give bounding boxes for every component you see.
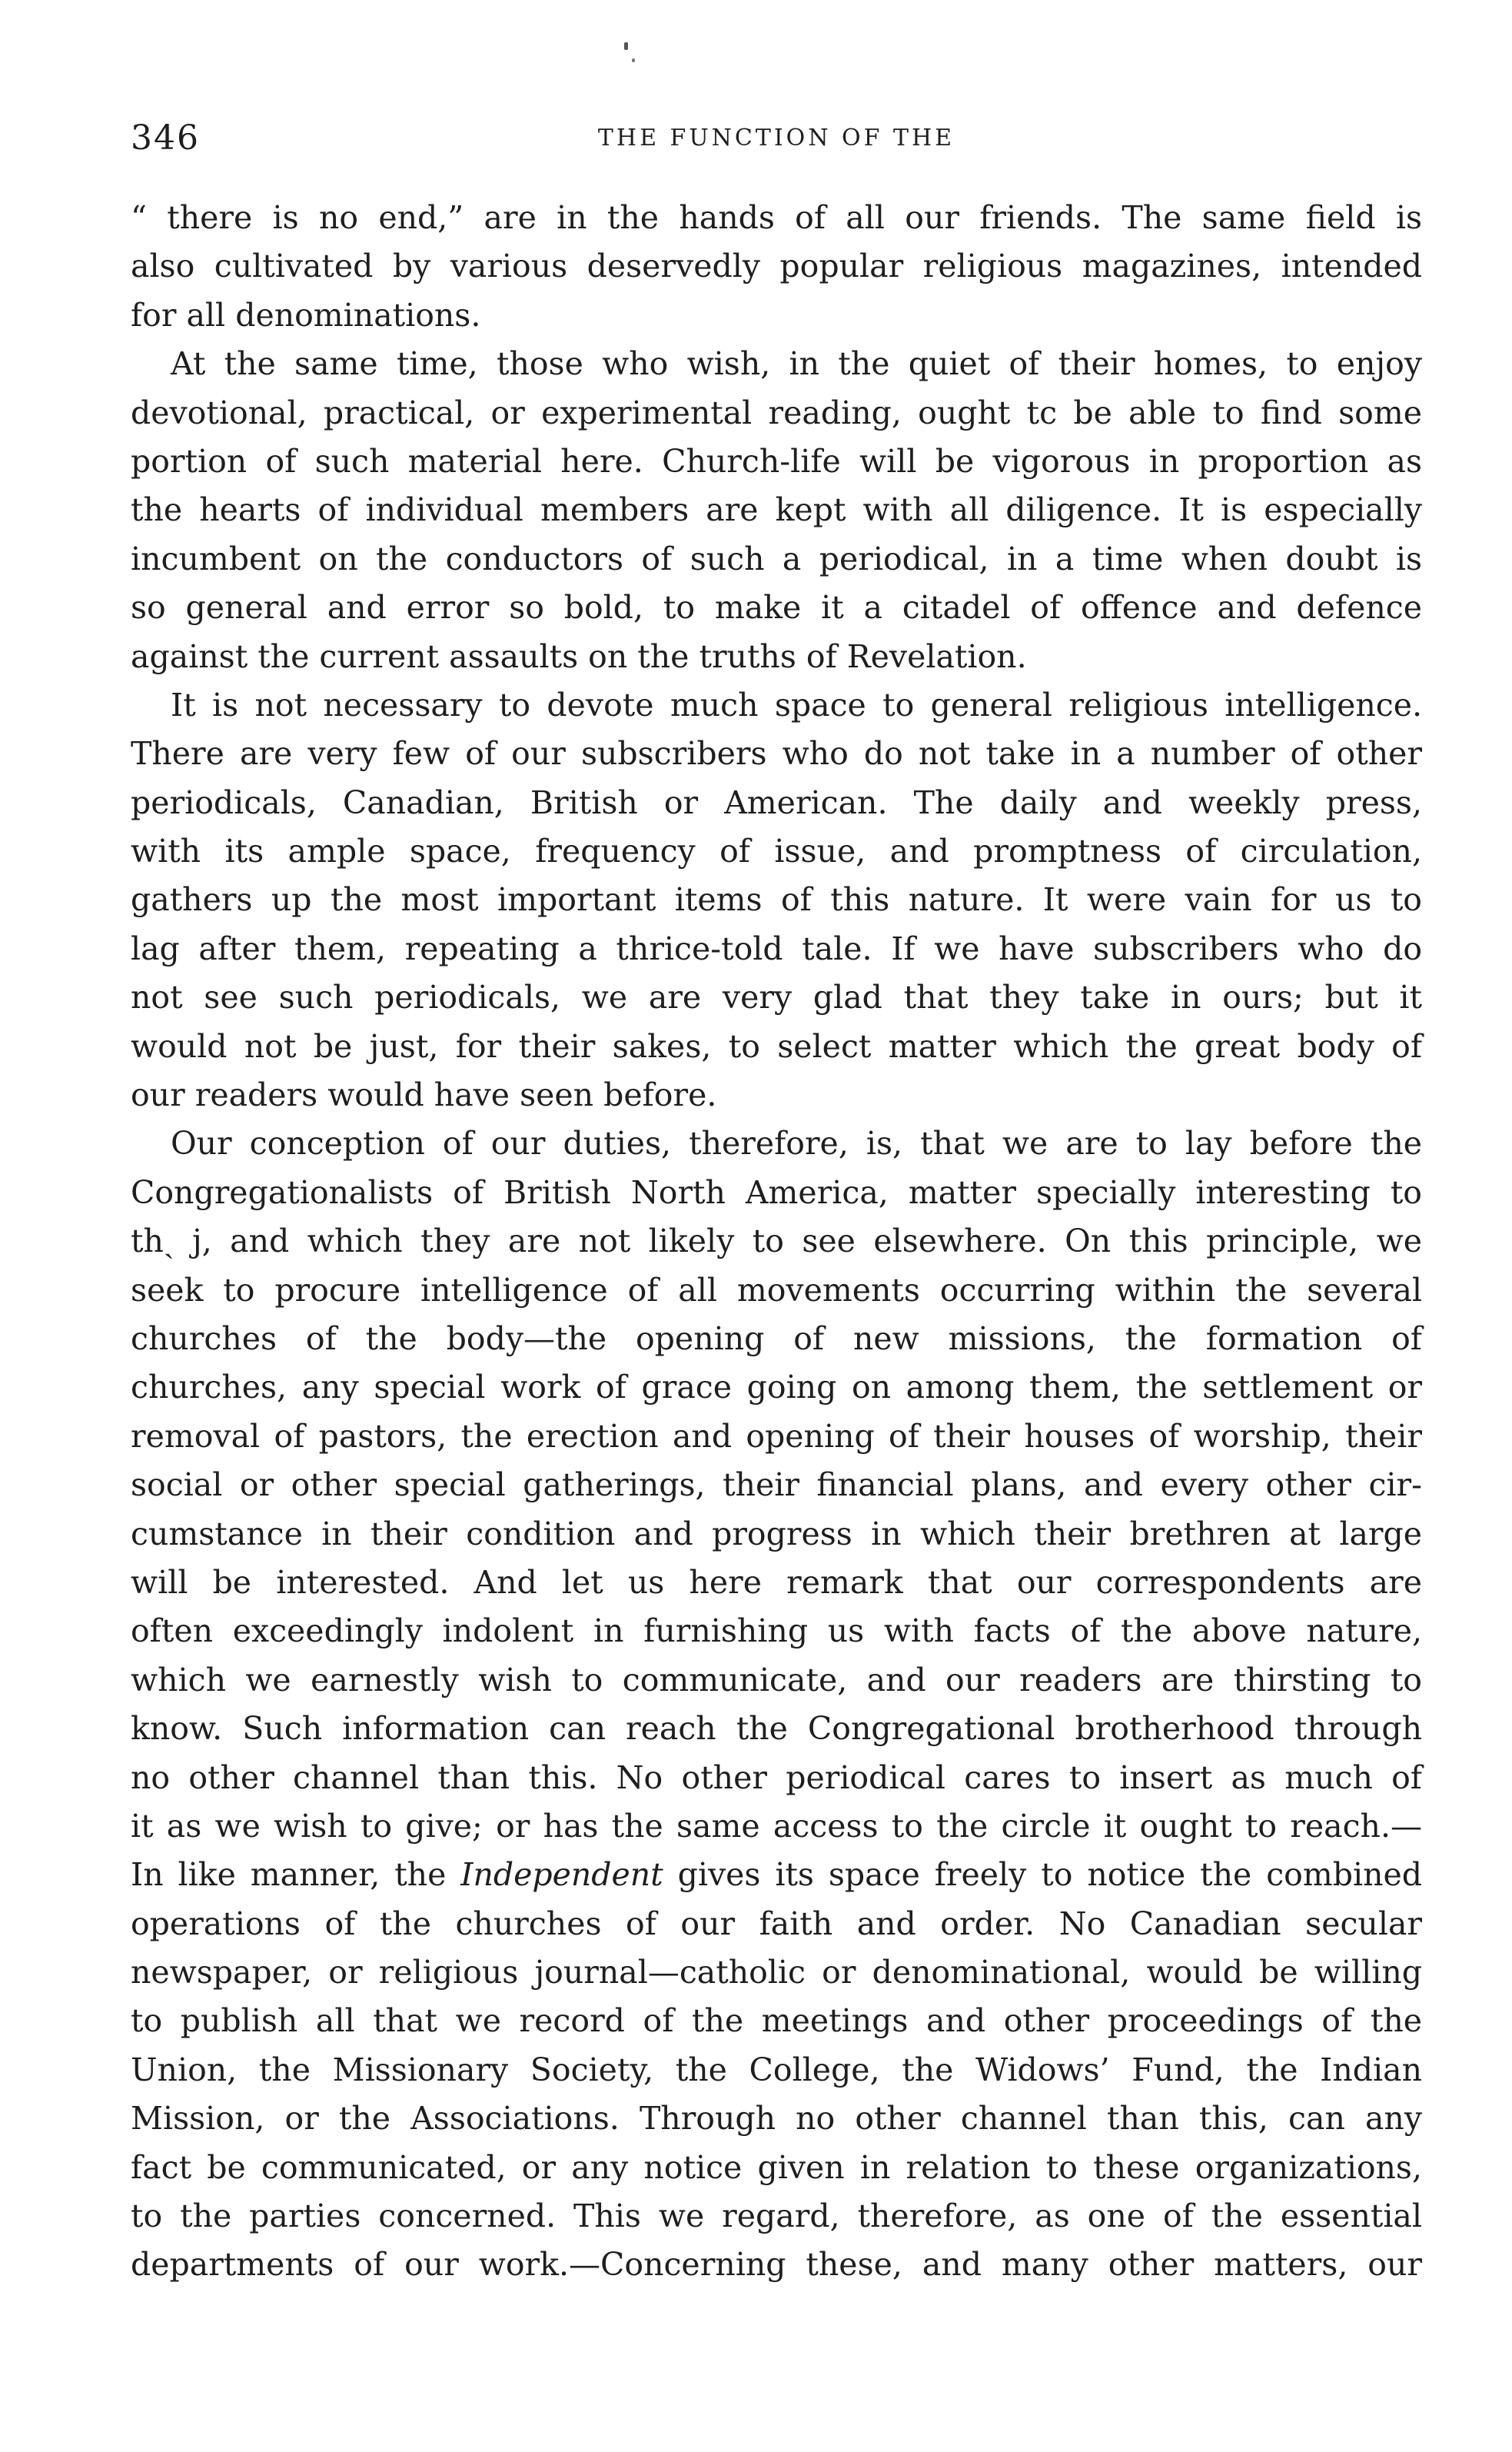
text-line: There are very few of our subscribers who do not take in a number of other xyxy=(131,735,1422,773)
periodical-title: Independent xyxy=(460,1856,663,1894)
text-line: which we earnestly wish to communicate, and our readers are thirsting to xyxy=(131,1661,1422,1698)
text-line: newspaper, or religious journal—catholic or denominational, would be willing xyxy=(131,1954,1422,1991)
text-line: Our conception of our duties, therefore, is, that we are to lay before the xyxy=(171,1125,1422,1163)
text-line: also cultivated by various deservedly popular religious magazines, intended xyxy=(131,248,1422,285)
text-line: churches, any special work of grace going on among them, the settlement or xyxy=(131,1369,1422,1406)
text-line: Congregationalists of British North America, matter specially interesting to xyxy=(131,1173,1422,1211)
text-line: seek to procure intelligence of all movements occurring within the several xyxy=(131,1271,1422,1309)
text-line: devotional, practical, or experimental reading, ought tc be able to find some xyxy=(131,394,1422,431)
page-header xyxy=(131,115,1422,161)
text-line: Union, the Missionary Society, the College, the Widows’ Fund, the Indian xyxy=(131,2051,1422,2088)
text-line: portion of such material here. Church-life will be vigorous in proportion as xyxy=(131,442,1422,480)
text-line: not see such periodicals, we are very glad that they take in ours; but it xyxy=(131,979,1422,1016)
body-text xyxy=(131,194,1422,2290)
text-line: departments of our work.—Concerning these, and many other matters, our xyxy=(131,2246,1422,2284)
text-line: fact be communicated, or any notice given in relation to these organizations, xyxy=(131,2148,1422,2186)
text-line: removal of pastors, the erection and opening of their houses of worship, their xyxy=(131,1417,1422,1455)
text-line: to publish all that we record of the meetings and other proceedings of the xyxy=(131,2002,1422,2040)
text-line: incumbent on the conductors of such a periodical, in a time when doubt is xyxy=(131,540,1422,577)
text-line: so general and error so bold, to make it a citadel of offence and defence xyxy=(131,589,1422,627)
text-line: would not be just, for their sakes, to select matter which the great body of xyxy=(131,1027,1422,1065)
ink-speck xyxy=(624,42,628,50)
text-line: lag after them, repeating a thrice-told tale. If we have subscribers who do xyxy=(131,930,1422,967)
text-line: it as we wish to give; or has the same access to the circle it ought to reach.— xyxy=(131,1807,1422,1845)
text-line: churches of the body—the opening of new missions, the formation of xyxy=(131,1319,1422,1357)
text-line: will be interested. And let us here remark that our correspondents are xyxy=(131,1563,1422,1601)
text-line: “ there is no end,” are in the hands of all our friends. The same field is xyxy=(131,199,1422,236)
text-line: social or other special gatherings, their financial plans, and every other cir- xyxy=(131,1466,1422,1504)
text-line: In like manner, the Independent gives its space freely to notice the combined xyxy=(131,1856,1422,1894)
text-line: At the same time, those who wish, in the quiet of their homes, to enjoy xyxy=(171,345,1422,383)
text-line: It is not necessary to devote much space to general religious intelligence. xyxy=(171,686,1422,724)
text-line: know. Such information can reach the Congregational brotherhood through xyxy=(131,1710,1422,1748)
running-head: THE FUNCTION OF THE xyxy=(597,125,955,151)
text-line: operations of the churches of our faith and order. No Canadian secular xyxy=(131,1905,1422,1942)
text-line: gathers up the most important items of this nature. It were vain for us to xyxy=(131,881,1422,919)
text-line: the hearts of individual members are kept with all diligence. It is especially xyxy=(131,491,1422,529)
text-line: our readers would have seen before. xyxy=(131,1076,717,1114)
text-line: for all denominations. xyxy=(131,296,481,334)
ink-speck xyxy=(632,58,635,62)
text-line: no other channel than this. No other periodical cares to insert as much of xyxy=(131,1758,1422,1796)
page-number: 346 xyxy=(131,118,200,158)
text-line: often exceedingly indolent in furnishing us with facts of the above nature, xyxy=(131,1612,1422,1650)
text-line: periodicals, Canadian, British or American. The daily and weekly press, xyxy=(131,784,1422,821)
text-line: with its ample space, frequency of issue, and promptness of circulation, xyxy=(131,833,1422,870)
text-line: Mission, or the Associations. Through no other channel than this, can any xyxy=(131,2100,1422,2138)
text-line: thˎ ј, and which they are not likely to see elsewhere. On this principle, we xyxy=(131,1223,1422,1260)
text-line: cumstance in their condition and progress in which their brethren at large xyxy=(131,1515,1422,1552)
text-line: against the current assaults on the truths of Revelation. xyxy=(131,637,1027,675)
text-line: to the parties concerned. This we regard, therefore, as one of the essential xyxy=(131,2197,1422,2235)
